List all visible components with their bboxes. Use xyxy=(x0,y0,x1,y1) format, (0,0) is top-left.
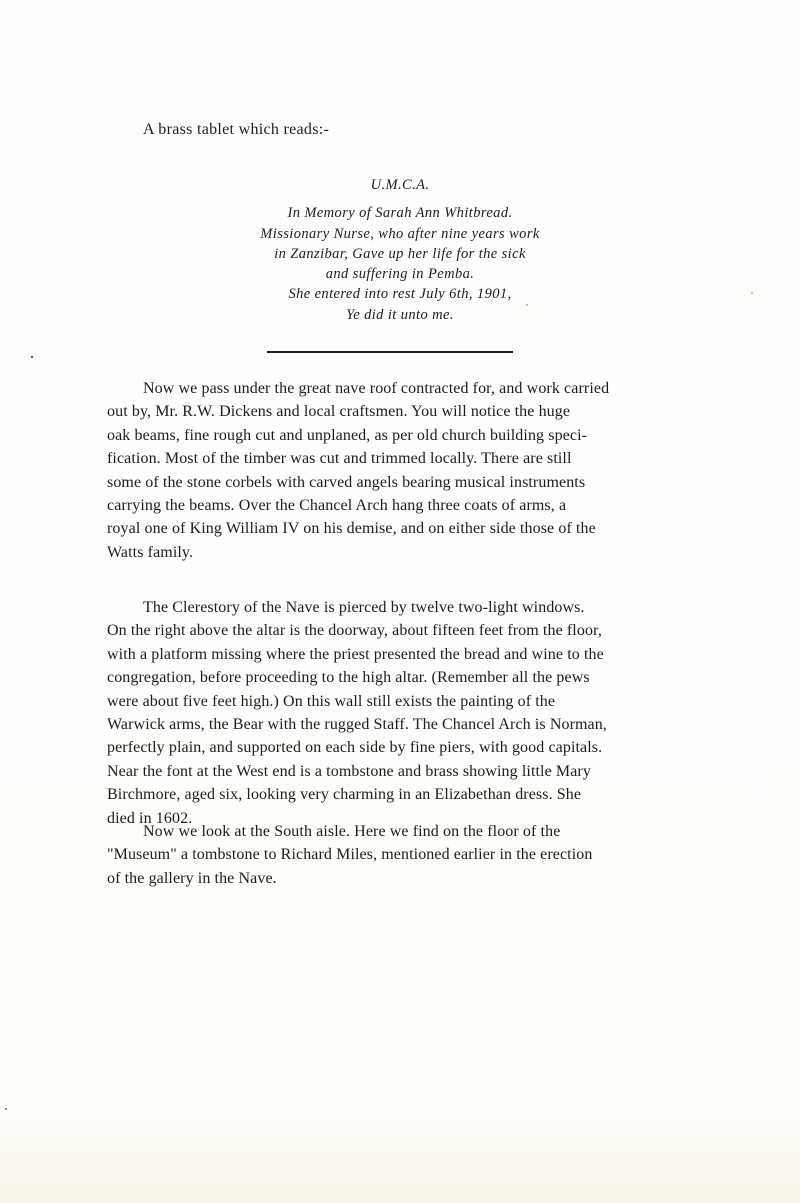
text-line: Now we look at the South aisle. Here we find on the floor of the xyxy=(143,823,561,840)
paper-speck xyxy=(31,356,33,358)
text-line: perfectly plain, and supported on each side by fine piers, with good capitals. xyxy=(107,739,603,757)
tablet-line: She entered into rest July 6th, 1901, xyxy=(288,286,512,303)
text-line: with a platform missing where the priest presented the bread and wine to the xyxy=(107,645,604,663)
tablet-line: in Zanzibar, Gave up her life for the sick xyxy=(274,245,526,262)
section-divider xyxy=(267,351,513,353)
text-line: Watts family. xyxy=(107,543,194,561)
text-line: died in 1602. xyxy=(107,809,193,827)
text-line: carrying the beams. Over the Chancel Arch hang three coats of arms, a xyxy=(107,497,567,515)
paper-speck xyxy=(751,292,753,294)
paper-speck xyxy=(5,1108,7,1110)
text-line: On the right above the altar is the doorway, about fifteen feet from the floor, xyxy=(107,622,602,640)
text-line: were about five feet high.) On this wall still exists the painting of the xyxy=(107,692,556,710)
text-line: Warwick arms, the Bear with the rugged Staff. The Chancel Arch is Norman, xyxy=(107,716,607,734)
text-line: Near the font at the West end is a tombstone and brass showing little Mary xyxy=(107,762,591,780)
tablet-line: Ye did it unto me. xyxy=(346,306,454,323)
paper-speck xyxy=(526,304,528,306)
text-line: "Museum" a tombstone to Richard Miles, mentioned earlier in the erection xyxy=(107,846,593,864)
paragraph-nave-roof xyxy=(107,377,767,564)
text-line: royal one of King William IV on his demise, and on either side those of the xyxy=(107,520,596,538)
tablet-line: Missionary Nurse, who after nine years work xyxy=(260,225,540,242)
paragraph-south-aisle xyxy=(107,820,767,890)
text-line: some of the stone corbels with carved angels bearing musical instruments xyxy=(107,473,586,491)
text-line: out by, Mr. R.W. Dickens and local craftsmen. You will notice the huge xyxy=(107,403,571,421)
tablet-heading: U.M.C.A. xyxy=(370,177,430,193)
text-line: Birchmore, aged six, looking very charming in an Elizabethan dress. She xyxy=(107,786,582,804)
brass-tablet-inscription xyxy=(180,175,620,325)
text-line: The Clerestory of the Nave is pierced by twelve two-light windows. xyxy=(143,599,585,616)
tablet-line: and suffering in Pemba. xyxy=(325,266,475,283)
text-line: Now we pass under the great nave roof contracted for, and work carried xyxy=(143,380,610,397)
text-line: fication. Most of the timber was cut and trimmed locally. There are still xyxy=(107,450,572,468)
text-line: of the gallery in the Nave. xyxy=(107,869,277,887)
paragraph-clerestory xyxy=(107,596,767,830)
text-line: congregation, before proceeding to the high altar. (Remember all the pews xyxy=(107,669,590,687)
tablet-line: In Memory of Sarah Ann Whitbread. xyxy=(287,205,513,222)
text-line: oak beams, fine rough cut and unplaned, as per old church building speci- xyxy=(107,426,588,444)
intro-text: A brass tablet which reads:- xyxy=(143,121,330,138)
